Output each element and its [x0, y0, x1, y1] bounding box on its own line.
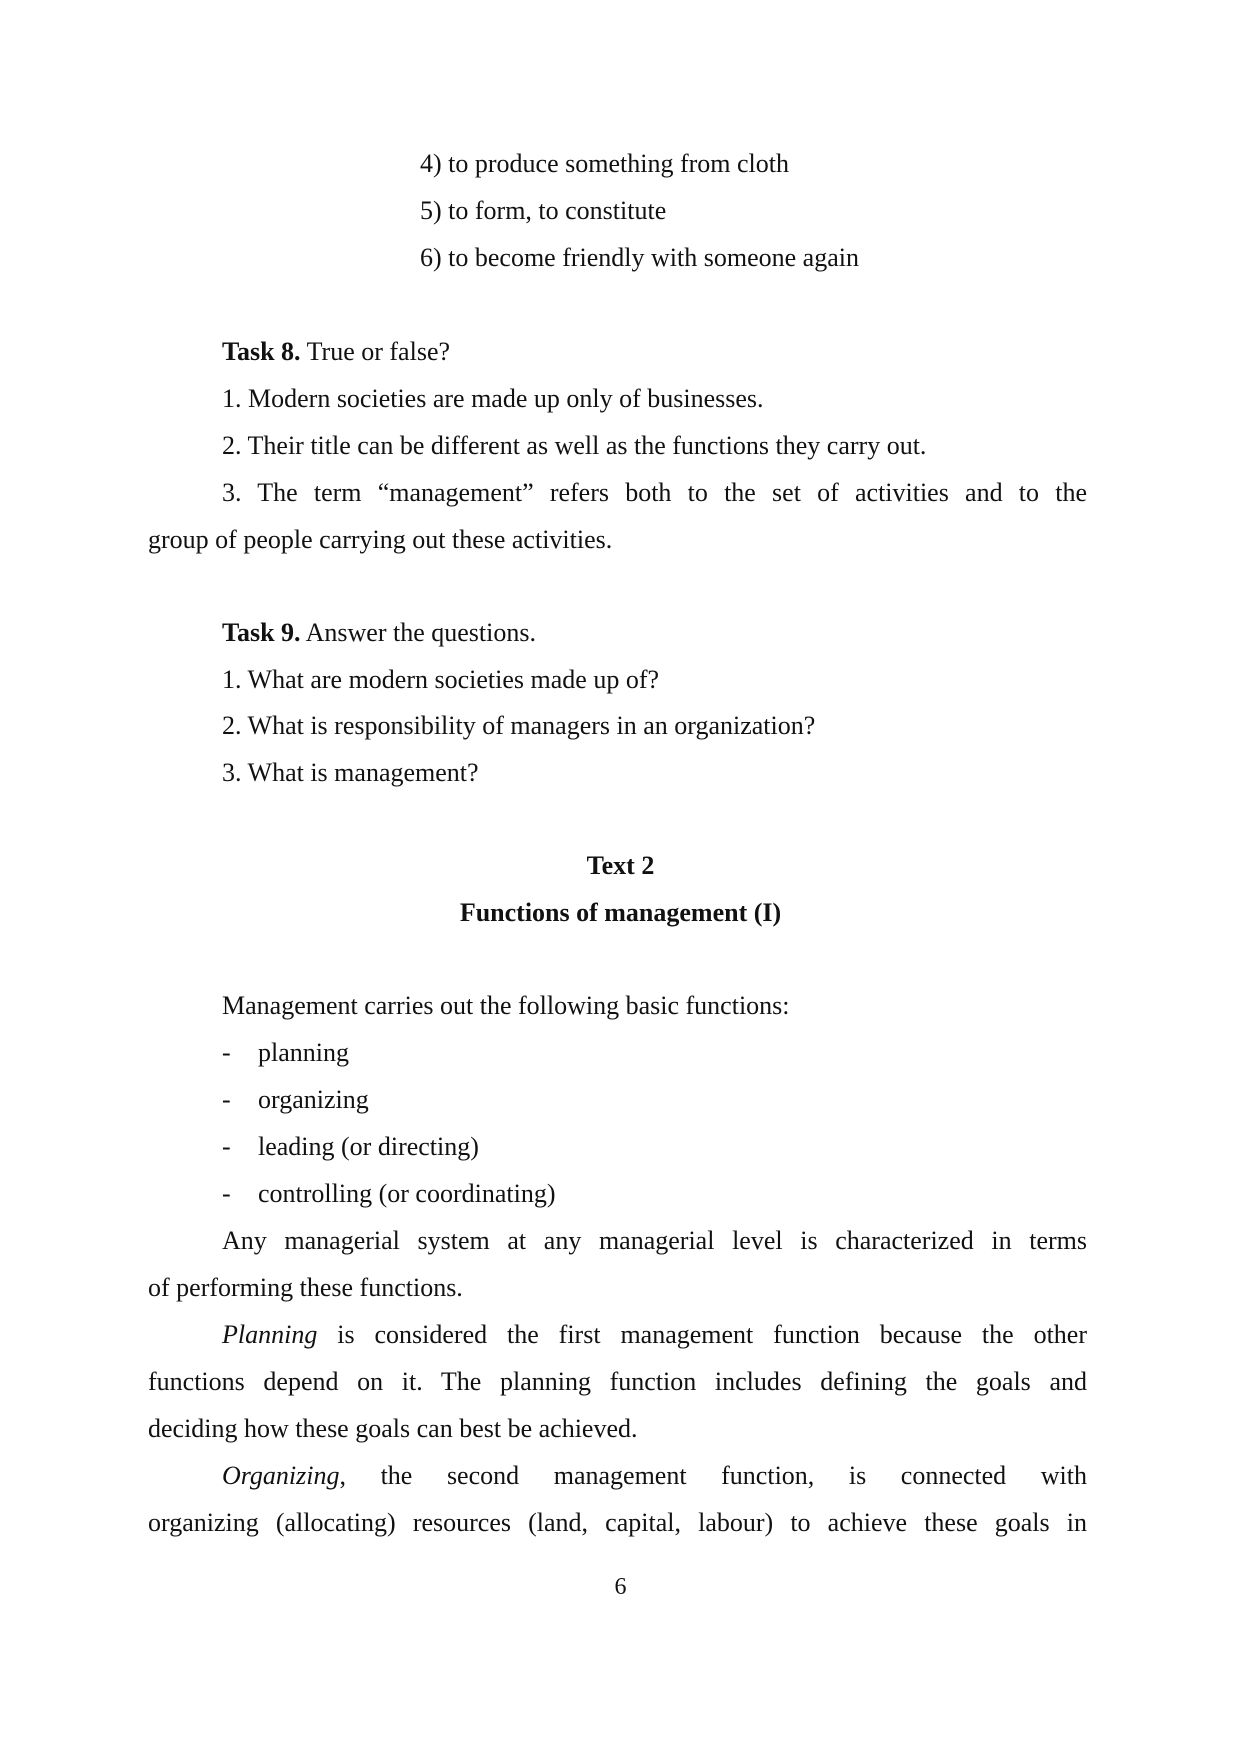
function-controlling: controlling (or coordinating) — [258, 1179, 556, 1208]
task9-item-2: 2. What is responsibility of managers in an organization? — [222, 711, 816, 740]
function-leading: leading (or directing) — [258, 1132, 479, 1161]
task8-heading — [222, 336, 450, 368]
definition-item-4: 4) to produce something from cloth — [420, 149, 789, 178]
task9-item-1: 1. What are modern societies made up of? — [222, 665, 660, 694]
function-organizing: organizing — [258, 1085, 369, 1114]
task9-heading — [222, 617, 536, 649]
definition-item-5: 5) to form, to constitute — [420, 196, 667, 225]
task8-item-1: 1. Modern societies are made up only of businesses. — [222, 384, 764, 413]
paragraph-3-line-2: organizing (allocating) resources (land, capital, labour) to achieve these goals in — [148, 1508, 1087, 1537]
paragraph-2-line-3: deciding how these goals can best be achieved. — [148, 1414, 638, 1443]
task8-item-2: 2. Their title can be different as well as the functions they carry out. — [222, 431, 927, 460]
paragraph-1-line-1: Any managerial system at any managerial level is characterized in terms — [222, 1226, 1087, 1255]
functions-intro: Management carries out the following basic functions: — [222, 991, 790, 1020]
paragraph-2-line-1-text: is considered the first management function because the other — [317, 1320, 1087, 1349]
paragraph-3-line-1 — [222, 1460, 1087, 1492]
task8-item-3: 3. The term “management” refers both to the set of activities and to the — [222, 478, 1087, 507]
list-bullet: - — [222, 1132, 231, 1161]
paragraph-2-line-1 — [222, 1319, 1087, 1351]
term-organizing: Organizing — [222, 1461, 340, 1490]
task8-item-3-continued: group of people carrying out these activities. — [148, 525, 613, 554]
paragraph-2-line-2: functions depend on it. The planning function includes defining the goals and — [148, 1367, 1087, 1396]
section-heading: Text 2 — [586, 851, 655, 880]
task8-instruction: True or false? — [306, 337, 451, 366]
definition-item-6: 6) to become friendly with someone again — [420, 243, 859, 272]
page-number: 6 — [614, 1574, 627, 1600]
term-planning: Planning — [222, 1320, 318, 1349]
list-bullet: - — [222, 1085, 231, 1114]
task9-instruction: Answer the questions. — [305, 618, 536, 647]
paragraph-1-line-2: of performing these functions. — [148, 1273, 463, 1302]
paragraph-3-line-1-text: , the second management function, is connected with — [339, 1461, 1087, 1490]
list-bullet: - — [222, 1038, 231, 1067]
section-subheading: Functions of management (I) — [459, 898, 782, 927]
function-planning: planning — [258, 1038, 349, 1067]
task8-label: Task 8. — [222, 337, 301, 366]
list-bullet: - — [222, 1179, 231, 1208]
task9-label: Task 9. — [222, 618, 301, 647]
task9-item-3: 3. What is management? — [222, 758, 479, 787]
